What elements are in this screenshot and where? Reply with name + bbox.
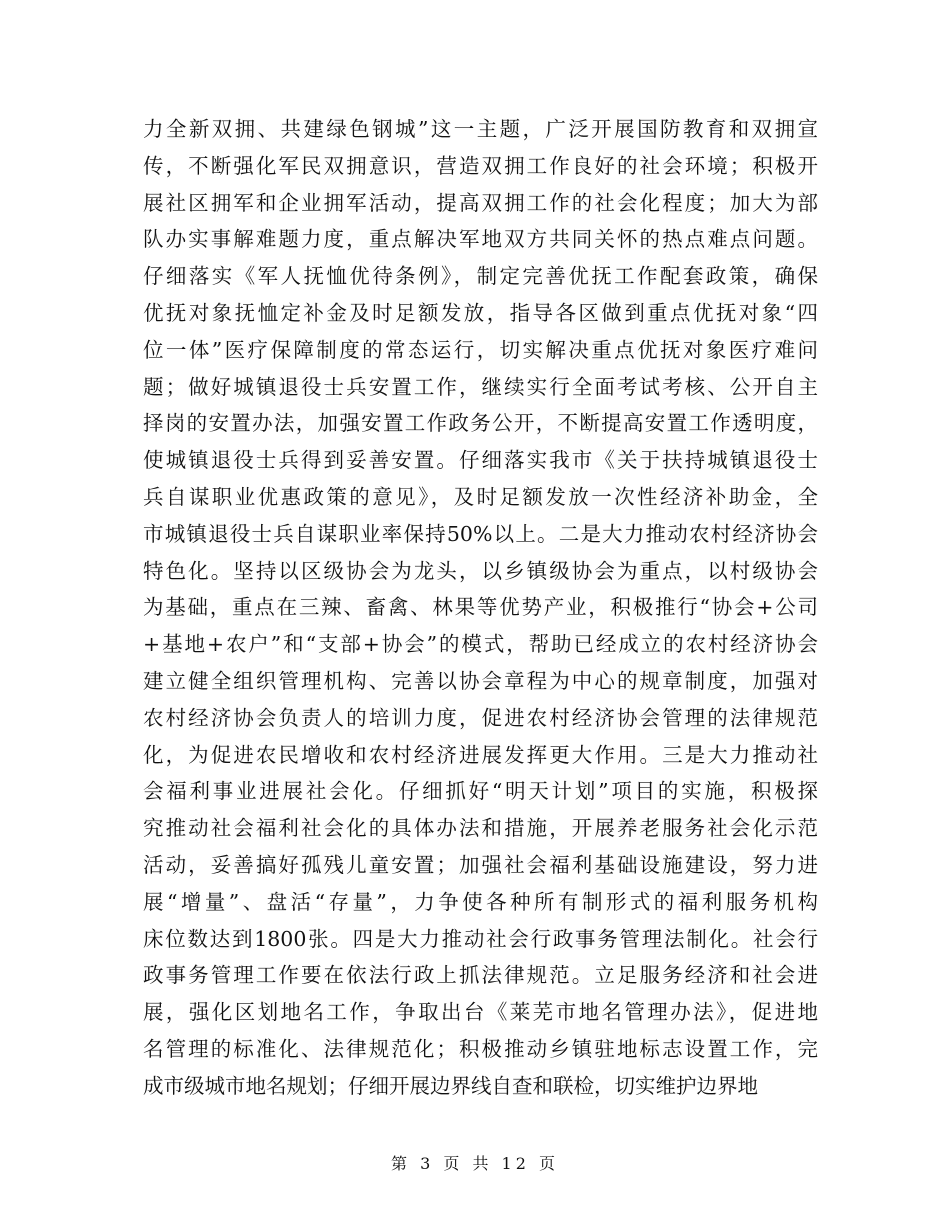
text-line: 农村经济协会负责人的培训力度，促进农村经济协会管理的法律规范 bbox=[143, 705, 818, 730]
text-line: 位一体”医疗保障制度的常态运行，切实解决重点优抚对象医疗难问 bbox=[143, 337, 818, 362]
text-line: 会福利事业进展社会化。仔细抓好“明天计划”项目的实施，积极探 bbox=[143, 779, 818, 804]
text-line: 力全新双拥、共建绿色钢城”这一主题，广泛开展国防教育和双拥宣 bbox=[143, 117, 818, 141]
text-line: 政事务管理工作要在依法行政上抓法律规范。立足服务经济和社会进 bbox=[143, 963, 818, 988]
text-line: 究推动社会福利社会化的具体办法和措施，开展养老服务社会化示范 bbox=[143, 816, 818, 841]
body-text bbox=[143, 111, 818, 1105]
text-line: 择岗的安置办法，加强安置工作政务公开，不断提高安置工作透明度， bbox=[143, 411, 818, 436]
text-line: 使城镇退役士兵得到妥善安置。仔细落实我市《关于扶持城镇退役士 bbox=[143, 448, 818, 473]
text-line: 展社区拥军和企业拥军活动，提高双拥工作的社会化程度；加大为部 bbox=[143, 190, 818, 215]
text-line: 展“增量”、盘活“存量”，力争使各种所有制形式的福利服务机构 bbox=[143, 889, 818, 914]
text-line: 优抚对象抚恤定补金及时足额发放，指导各区做到重点优抚对象“四 bbox=[143, 300, 818, 325]
text-line: 队办实事解难题力度，重点解决军地双方共同关怀的热点难点问题。 bbox=[143, 227, 818, 252]
text-line: 活动，妥善搞好孤残儿童安置；加强社会福利基础设施建设，努力进 bbox=[143, 852, 818, 877]
text-line: 床位数达到1800张。四是大力推动社会行政事务管理法制化。社会行 bbox=[143, 926, 818, 951]
text-line: 名管理的标准化、法律规范化；积极推动乡镇驻地标志设置工作，完 bbox=[143, 1036, 818, 1061]
text-line: +基地+农户”和“支部+协会”的模式，帮助已经成立的农村经济协会 bbox=[143, 632, 818, 657]
text-line: 题；做好城镇退役士兵安置工作，继续实行全面考试考核、公开自主 bbox=[143, 374, 818, 399]
text-line: 为基础，重点在三辣、畜禽、林果等优势产业，积极推行“协会+公司 bbox=[143, 595, 818, 620]
text-line: 展，强化区划地名工作，争取出台《莱芜市地名管理办法》，促进地 bbox=[143, 1000, 818, 1025]
page-number-footer: 第 3 页 共 12 页 bbox=[391, 1154, 559, 1173]
text-line: 仔细落实《军人抚恤优待条例》，制定完善优抚工作配套政策，确保 bbox=[143, 264, 818, 289]
text-line: 特色化。坚持以区级协会为龙头，以乡镇级协会为重点，以村级协会 bbox=[143, 558, 818, 583]
text-line: 化，为促进农民增收和农村经济进展发挥更大作用。三是大力推动社 bbox=[143, 742, 818, 767]
text-line: 成市级城市地名规划；仔细开展边界线自查和联检，切实维护边界地 bbox=[143, 1073, 758, 1098]
text-line: 传，不断强化军民双拥意识，营造双拥工作良好的社会环境；积极开 bbox=[143, 153, 818, 178]
text-line: 建立健全组织管理机构、完善以协会章程为中心的规章制度，加强对 bbox=[143, 668, 818, 693]
text-line: 兵自谋职业优惠政策的意见》，及时足额发放一次性经济补助金，全 bbox=[143, 484, 818, 509]
text-line: 市城镇退役士兵自谋职业率保持50%以上。二是大力推动农村经济协会 bbox=[143, 521, 818, 546]
